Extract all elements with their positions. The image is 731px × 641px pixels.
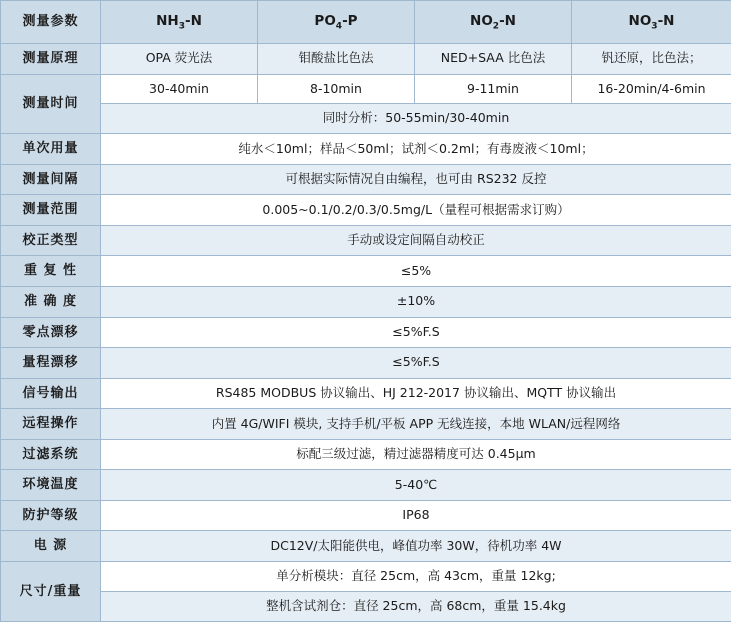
row-label-remote-operation: 远程操作 — [1, 409, 101, 440]
header-col-no2n — [415, 1, 572, 44]
cell-dosage-value: 纯水＜10ml；样品＜50ml；试剂＜0.2ml；有毒废液＜10ml； — [101, 134, 731, 165]
row-label-dimension-weight: 尺寸/重量 — [1, 561, 101, 621]
row-label-filtration: 过滤系统 — [1, 439, 101, 470]
table-row-signal-output — [1, 378, 731, 409]
row-label-principle: 测量原理 — [1, 44, 101, 75]
header-col-nh3n-sub: 3 — [178, 21, 185, 32]
row-label-repeatability: 重 复 性 — [1, 256, 101, 287]
table-row-calibration — [1, 225, 731, 256]
cell-dimension-full-unit: 整机含试剂仓：直径 25cm，高 68cm，重量 15.4kg — [101, 591, 731, 621]
table-row-zero-drift — [1, 317, 731, 348]
header-col-po4p-tail: -P — [342, 12, 358, 29]
table-row-remote-operation — [1, 409, 731, 440]
row-label-measure-time: 测量时间 — [1, 74, 101, 134]
table-row-principle — [1, 44, 731, 75]
cell-time-nh3n: 30-40min — [101, 74, 258, 104]
table-row-interval — [1, 164, 731, 195]
row-label-signal-output: 信号输出 — [1, 378, 101, 409]
header-col-nh3n-main: NH — [156, 12, 179, 29]
table-row-measure-time-note — [1, 104, 731, 134]
table-row-ambient-temp — [1, 470, 731, 501]
header-col-nh3n — [101, 1, 258, 44]
cell-signal-output-value: RS485 MODBUS 协议输出、HJ 212-2017 协议输出、MQTT 协议输出 — [101, 378, 731, 409]
cell-principle-no3n: 钒还原，比色法； — [572, 44, 731, 75]
cell-time-no3n: 16-20min/4-6min — [572, 74, 731, 104]
table-row-dimension-weight-2 — [1, 591, 731, 621]
cell-protection-grade-value: IP68 — [101, 500, 731, 531]
table-row-repeatability — [1, 256, 731, 287]
cell-principle-no2n: NED+SAA 比色法 — [415, 44, 572, 75]
cell-power-value: DC12V/太阳能供电，峰值功率 30W，待机功率 4W — [101, 531, 731, 562]
cell-filtration-value: 标配三级过滤，精过滤器精度可达 0.45μm — [101, 439, 731, 470]
table-row-accuracy — [1, 287, 731, 318]
table-row-dimension-weight-1 — [1, 561, 731, 591]
header-col-po4p-main: PO — [314, 12, 336, 29]
header-col-no3n-tail: -N — [657, 12, 675, 29]
row-label-interval: 测量间隔 — [1, 164, 101, 195]
header-col-po4p-sub: 4 — [335, 21, 343, 32]
cell-time-po4p: 8-10min — [258, 74, 415, 104]
header-col-po4p — [258, 1, 415, 44]
row-label-protection-grade: 防护等级 — [1, 500, 101, 531]
cell-remote-operation-value: 内置 4G/WIFI 模块, 支持手机/平板 APP 无线连接，本地 WLAN/远程网络 — [101, 409, 731, 440]
table-row-range — [1, 195, 731, 226]
row-label-span-drift: 量程漂移 — [1, 348, 101, 379]
header-col-nh3n-tail: -N — [184, 12, 202, 29]
row-label-range: 测量范围 — [1, 195, 101, 226]
row-label-calibration: 校正类型 — [1, 225, 101, 256]
header-col-no3n-sub: 3 — [651, 21, 658, 32]
header-col-no3n-main: NO — [628, 12, 652, 29]
header-param-label: 测量参数 — [1, 1, 101, 44]
cell-principle-po4p: 钼酸盐比色法 — [258, 44, 415, 75]
row-label-dosage: 单次用量 — [1, 134, 101, 165]
table-row-power — [1, 531, 731, 562]
cell-time-no2n: 9-11min — [415, 74, 572, 104]
table-row-filtration — [1, 439, 731, 470]
cell-span-drift-value: ≤5%F.S — [101, 348, 731, 379]
header-col-no3n — [572, 1, 731, 44]
cell-time-simultaneous: 同时分析：50-55min/30-40min — [101, 104, 731, 134]
table-row-span-drift — [1, 348, 731, 379]
cell-repeatability-value: ≤5% — [101, 256, 731, 287]
row-label-ambient-temp: 环境温度 — [1, 470, 101, 501]
cell-calibration-value: 手动或设定间隔自动校正 — [101, 225, 731, 256]
cell-accuracy-value: ±10% — [101, 287, 731, 318]
header-col-no2n-tail: -N — [499, 12, 516, 29]
table-header-row — [1, 1, 731, 44]
cell-ambient-temp-value: 5-40℃ — [101, 470, 731, 501]
cell-interval-value: 可根据实际情况自由编程，也可由 RS232 反控 — [101, 164, 731, 195]
cell-zero-drift-value: ≤5%F.S — [101, 317, 731, 348]
cell-dimension-module: 单分析模块：直径 25cm，高 43cm，重量 12kg; — [101, 561, 731, 591]
table-row-measure-time — [1, 74, 731, 104]
cell-range-value: 0.005~0.1/0.2/0.3/0.5mg/L（量程可根据需求订购） — [101, 195, 731, 226]
table-row-protection-grade — [1, 500, 731, 531]
row-label-zero-drift: 零点漂移 — [1, 317, 101, 348]
row-label-accuracy: 准 确 度 — [1, 287, 101, 318]
header-col-no2n-main: NO — [470, 12, 493, 29]
cell-principle-nh3n: OPA 荧光法 — [101, 44, 258, 75]
header-col-no2n-sub: 2 — [492, 21, 500, 32]
table-row-dosage — [1, 134, 731, 165]
row-label-power: 电 源 — [1, 531, 101, 562]
